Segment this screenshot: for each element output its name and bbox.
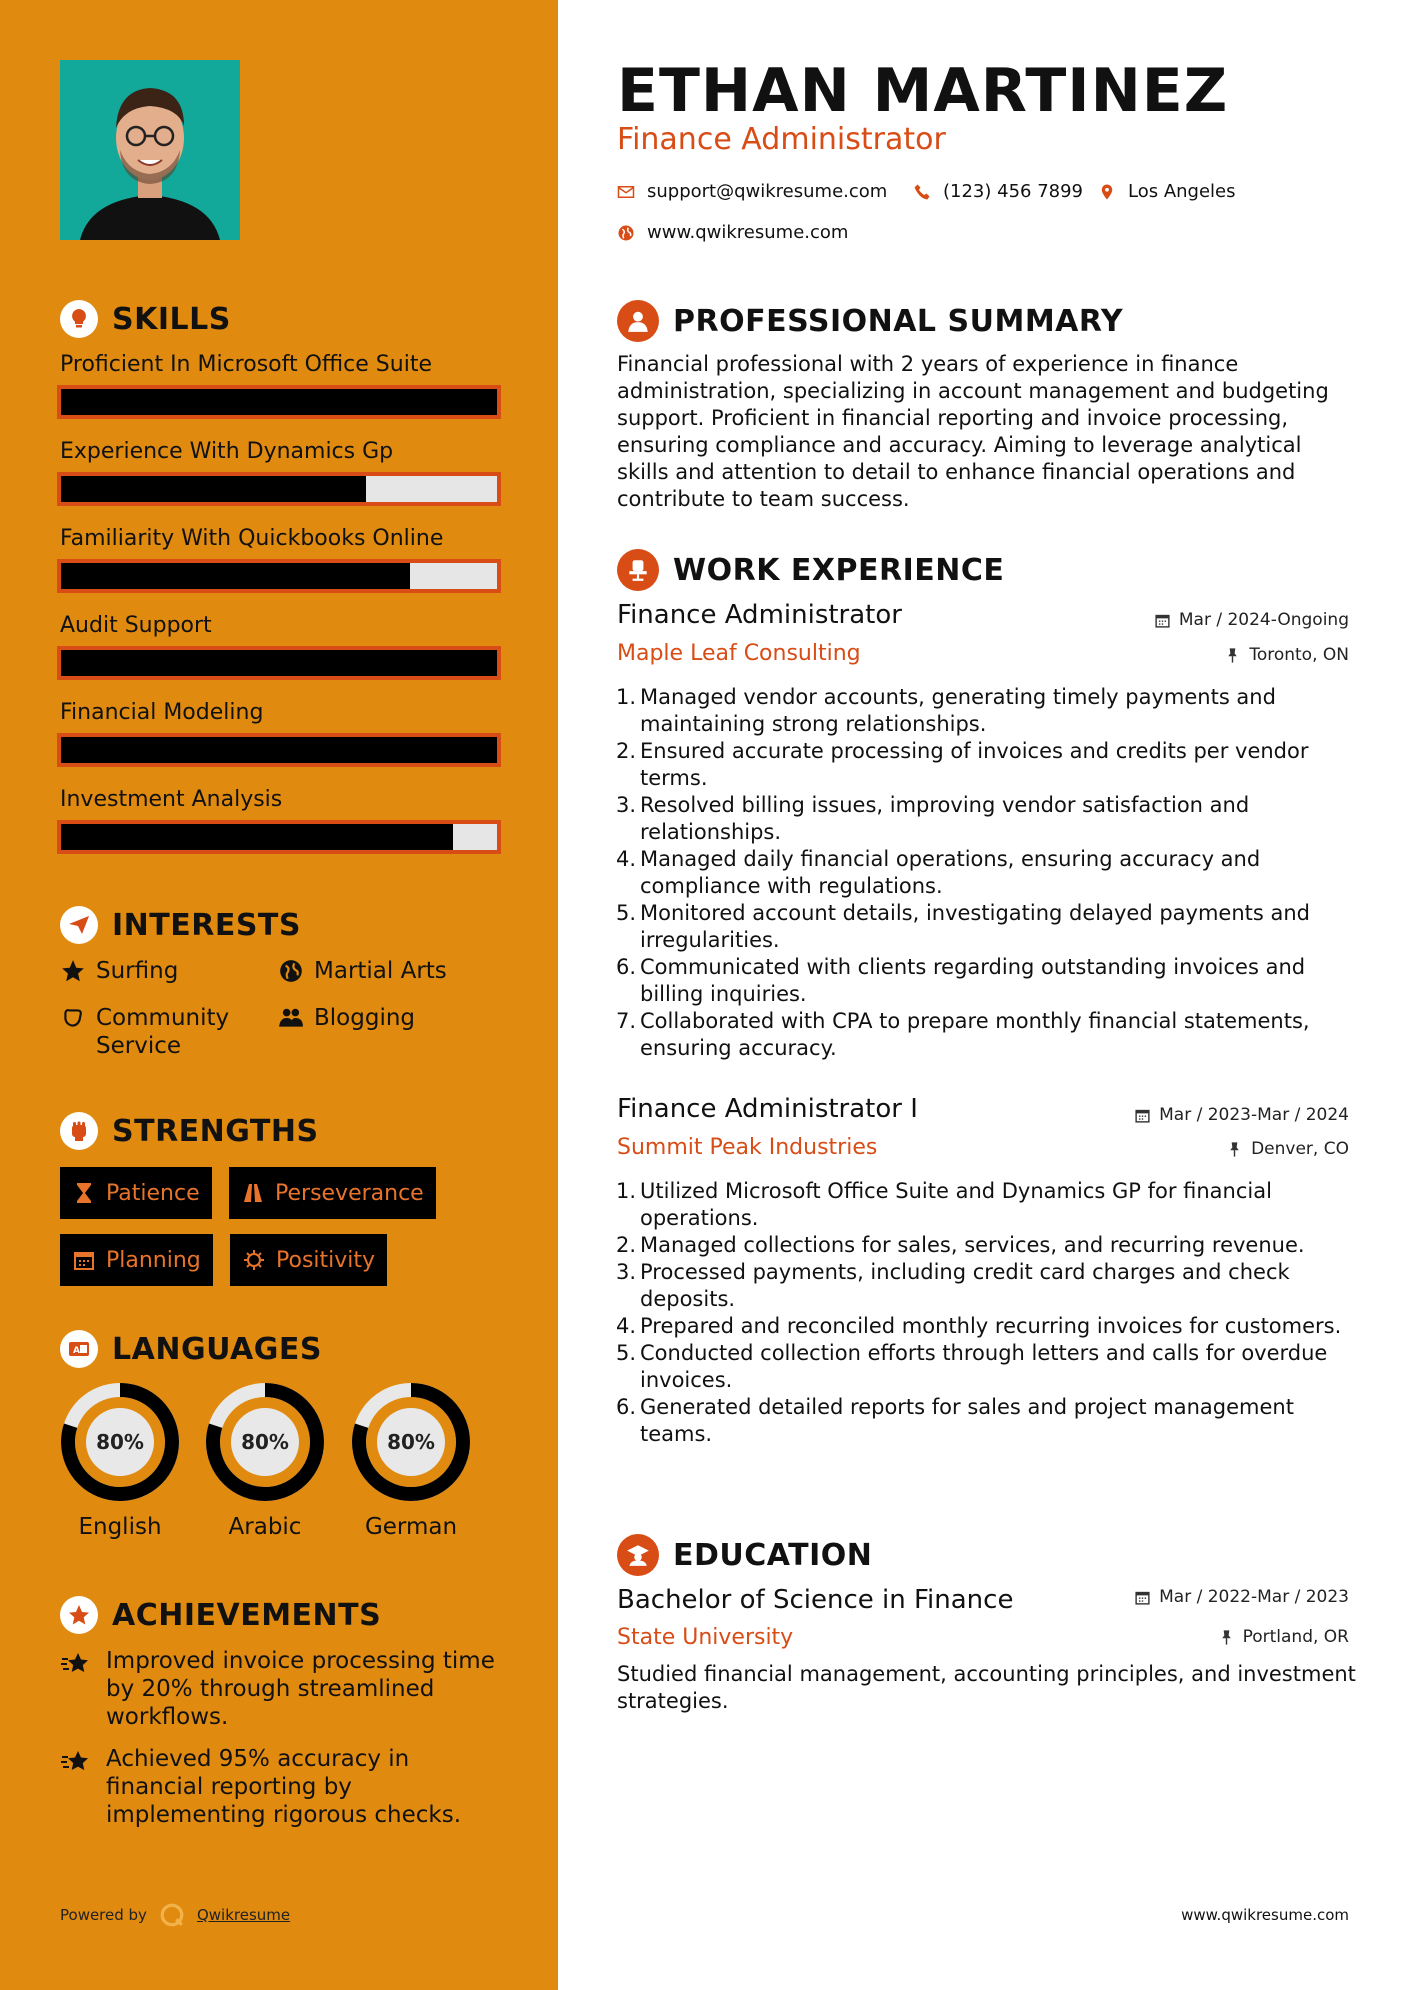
bullet-text: Processed payments, including credit card charges and check deposits.: [640, 1260, 1290, 1311]
interest-label: Surfing: [96, 958, 179, 984]
school-name: State University: [617, 1625, 794, 1650]
bullet-text: Prepared and reconciled monthly recurring invoices for customers.: [640, 1314, 1342, 1338]
bullet-text: Resolved billing issues, improving vendor satisfaction and relationships.: [640, 793, 1250, 844]
summary-title: PROFESSIONAL SUMMARY: [673, 303, 1124, 339]
skill-bar: [57, 820, 501, 854]
skill-label: Audit Support: [60, 613, 212, 638]
bullet-text: Managed collections for sales, services, and recurring revenue.: [640, 1233, 1305, 1257]
phone-icon: [913, 183, 931, 201]
education-description: Studied financial management, accounting principles, and investment strategies.: [617, 1662, 1356, 1713]
bullet-text: Managed vendor accounts, generating timely payments and maintaining strong relationships.: [640, 685, 1276, 736]
job-location: [1226, 1139, 1349, 1159]
job-title: Finance Administrator I: [617, 1094, 918, 1124]
strength-badge: [230, 1234, 387, 1286]
language-item: [203, 1380, 327, 1540]
achievement-item: [60, 1745, 500, 1829]
interest-item: [60, 1004, 270, 1060]
language-item: [349, 1380, 473, 1540]
qwikresume-logo-icon: [159, 1902, 185, 1928]
skill-label: Investment Analysis: [60, 787, 283, 812]
list-item: 7. Collaborated with CPA to prepare monthly financial statements, ensuring accuracy.: [612, 1008, 1352, 1062]
skill-bar-fill: [61, 737, 497, 763]
user-icon: [617, 300, 659, 342]
job-location-text: Toronto, ON: [1249, 645, 1349, 665]
calendar-icon: [1154, 612, 1171, 629]
job-dates-text: Mar / 2024-Ongoing: [1178, 610, 1349, 630]
lightbulb-icon: [60, 300, 98, 338]
skill-bar-fill: [61, 824, 453, 850]
list-item: 5. Monitored account details, investigating delayed payments and irregularities.: [612, 900, 1352, 954]
strengths-title: STRENGTHS: [112, 1113, 319, 1149]
star-icon: [60, 958, 86, 984]
contact-email[interactable]: [617, 181, 887, 202]
education-location-text: Portland, OR: [1242, 1627, 1349, 1647]
job-bullets: [612, 684, 1352, 1062]
globe-icon: [617, 224, 635, 242]
skills-title: SKILLS: [112, 301, 231, 337]
strength-label: Planning: [106, 1247, 201, 1273]
skill-bar: [57, 646, 501, 680]
interest-item: [278, 957, 447, 985]
powered-by: [60, 1902, 290, 1928]
bullet-text: Generated detailed reports for sales and project management teams.: [640, 1395, 1294, 1446]
candidate-role: Finance Administrator: [617, 122, 946, 157]
job-company: Maple Leaf Consulting: [617, 641, 861, 666]
envelope-icon: [617, 183, 635, 201]
interests-heading: [60, 906, 301, 944]
skill-label: Financial Modeling: [60, 700, 264, 725]
interest-label: Community Service: [96, 1005, 230, 1059]
location-text: Los Angeles: [1128, 181, 1236, 202]
powered-by-link[interactable]: Qwikresume: [196, 1906, 291, 1924]
pushpin-icon: [1226, 1141, 1243, 1158]
strength-badge: [229, 1167, 436, 1219]
contact-location: [1098, 181, 1236, 202]
shooting-star-icon: [60, 1647, 92, 1679]
language-percent: 80%: [387, 1430, 435, 1454]
bullet-text: Ensured accurate processing of invoices and credits per vendor terms.: [640, 739, 1309, 790]
achievements-title: ACHIEVEMENTS: [112, 1597, 382, 1633]
calendar-icon: [72, 1248, 96, 1272]
experience-heading: [617, 549, 1004, 591]
skill-bar-fill: [61, 389, 497, 415]
skills-heading: [60, 300, 231, 338]
strength-label: Perseverance: [275, 1180, 424, 1206]
office-chair-icon: [617, 549, 659, 591]
job-location-text: Denver, CO: [1251, 1139, 1349, 1159]
strength-label: Patience: [106, 1180, 200, 1206]
education-dates-text: Mar / 2022-Mar / 2023: [1159, 1587, 1349, 1607]
list-item: 6. Communicated with clients regarding outstanding invoices and billing inquiries.: [612, 954, 1352, 1008]
bullet-text: Utilized Microsoft Office Suite and Dynamics GP for financial operations.: [640, 1179, 1272, 1230]
users-icon: [278, 1005, 304, 1031]
education-dates: [1134, 1587, 1349, 1607]
language-percent: 80%: [96, 1430, 144, 1454]
skill-bar: [57, 472, 501, 506]
job-dates: [1134, 1105, 1349, 1125]
summary-text: Financial professional with 2 years of experience in finance administration, specializing in account management and budgeting support. Proficient in financial reporting and invoice processing, ensuring compliance and accuracy. Aiming to leverage analytical skills and attention to detail to enhance financial operations and contribute to team success.: [617, 352, 1329, 511]
bullet-text: Managed daily financial operations, ensuring accuracy and compliance with regulations.: [640, 847, 1261, 898]
interest-label: Blogging: [314, 1005, 416, 1031]
skill-bar-fill: [61, 476, 366, 502]
calendar-icon: [1134, 1589, 1151, 1606]
hourglass-icon: [72, 1181, 96, 1205]
interest-label: Martial Arts: [314, 958, 447, 984]
pushpin-icon: [1224, 647, 1241, 664]
degree-title: Bachelor of Science in Finance: [617, 1585, 1014, 1615]
strength-badge: [60, 1167, 212, 1219]
globe-icon: [278, 958, 304, 984]
language-percent: 80%: [241, 1430, 289, 1454]
interest-item: [60, 957, 178, 985]
strength-label: Positivity: [276, 1247, 376, 1273]
bullet-text: Monitored account details, investigating delayed payments and irregularities.: [640, 901, 1311, 952]
job-title: Finance Administrator: [617, 600, 902, 630]
list-item: 2. Ensured accurate processing of invoices and credits per vendor terms.: [612, 738, 1352, 792]
job-company: Summit Peak Industries: [617, 1135, 878, 1160]
candidate-name: ETHAN MARTINEZ: [617, 56, 1229, 126]
list-item: 1. Utilized Microsoft Office Suite and Dynamics GP for financial operations.: [612, 1178, 1352, 1232]
list-item: 1. Managed vendor accounts, generating timely payments and maintaining strong relationships.: [612, 684, 1352, 738]
list-item: 3. Processed payments, including credit card charges and check deposits.: [612, 1259, 1352, 1313]
achievement-text: Improved invoice processing time by 20% through streamlined workflows.: [106, 1648, 495, 1730]
language-ring: [203, 1380, 327, 1504]
bullet-text: Conducted collection efforts through letters and calls for overdue invoices.: [640, 1341, 1328, 1392]
contact-website[interactable]: [617, 222, 848, 243]
languages-heading: [60, 1330, 322, 1368]
map-pin-icon: [1098, 183, 1116, 201]
bullet-text: Communicated with clients regarding outstanding invoices and billing inquiries.: [640, 955, 1306, 1006]
svg-text:A: A: [73, 1346, 80, 1356]
education-location: [1218, 1627, 1349, 1647]
contact-phone[interactable]: [913, 181, 1083, 202]
bullet-text: Collaborated with CPA to prepare monthly financial statements, ensuring accuracy.: [640, 1009, 1310, 1060]
job-bullets: [612, 1178, 1352, 1448]
phone-text: (123) 456 7899: [943, 181, 1084, 202]
skill-bar-fill: [61, 650, 497, 676]
summary-heading: [617, 300, 1123, 342]
experience-title: WORK EXPERIENCE: [673, 552, 1005, 588]
skill-label: Familiarity With Quickbooks Online: [60, 526, 444, 551]
interest-item: [278, 1004, 415, 1032]
education-title: EDUCATION: [673, 1537, 873, 1573]
calendar-icon: [1134, 1107, 1151, 1124]
sidebar: [0, 0, 558, 1990]
job-dates-text: Mar / 2023-Mar / 2024: [1159, 1105, 1349, 1125]
fist-icon: [60, 1112, 98, 1150]
graduate-icon: [617, 1534, 659, 1576]
pushpin-icon: [1218, 1629, 1235, 1646]
languages-title: LANGUAGES: [112, 1331, 322, 1367]
language-label: German: [364, 1514, 458, 1540]
star-badge-icon: [60, 1596, 98, 1634]
sun-icon: [242, 1248, 266, 1272]
powered-by-label: Powered by: [60, 1906, 147, 1924]
language-icon: [60, 1330, 98, 1368]
language-label: Arabic: [228, 1514, 302, 1540]
achievement-item: [60, 1647, 500, 1731]
interests-title: INTERESTS: [112, 907, 301, 943]
list-item: 6. Generated detailed reports for sales and project management teams.: [612, 1394, 1352, 1448]
skill-bar: [57, 385, 501, 419]
list-item: 4. Prepared and reconciled monthly recurring invoices for customers.: [615, 1314, 1342, 1338]
strengths-heading: [60, 1112, 319, 1150]
list-item: 5. Conducted collection efforts through letters and calls for overdue invoices.: [612, 1340, 1352, 1394]
website-text: www.qwikresume.com: [647, 222, 849, 243]
achievement-text: Achieved 95% accuracy in financial reporting by implementing rigorous checks.: [106, 1746, 462, 1828]
job-location: [1224, 645, 1349, 665]
road-icon: [241, 1181, 265, 1205]
language-item: [58, 1380, 182, 1540]
profile-photo: [60, 60, 240, 240]
achievements-heading: [60, 1596, 381, 1634]
job-dates: [1154, 610, 1349, 630]
email-text: support@qwikresume.com: [647, 181, 888, 202]
hand-icon: [60, 1005, 86, 1031]
language-ring: [349, 1380, 473, 1504]
footer-url[interactable]: www.qwikresume.com: [1181, 1906, 1349, 1924]
skill-bar: [57, 733, 501, 767]
list-item: 3. Resolved billing issues, improving vendor satisfaction and relationships.: [612, 792, 1352, 846]
strength-badge: [60, 1234, 213, 1286]
skill-label: Experience With Dynamics Gp: [60, 439, 394, 464]
paper-plane-icon: [60, 906, 98, 944]
shooting-star-icon: [60, 1745, 92, 1777]
skill-bar: [57, 559, 501, 593]
language-label: English: [78, 1514, 162, 1540]
skill-label: Proficient In Microsoft Office Suite: [60, 352, 432, 377]
education-heading: [617, 1534, 872, 1576]
skill-bar-fill: [61, 563, 410, 589]
list-item: 4. Managed daily financial operations, ensuring accuracy and compliance with regulations.: [612, 846, 1352, 900]
language-ring: [58, 1380, 182, 1504]
list-item: 2. Managed collections for sales, services, and recurring revenue.: [615, 1233, 1305, 1257]
